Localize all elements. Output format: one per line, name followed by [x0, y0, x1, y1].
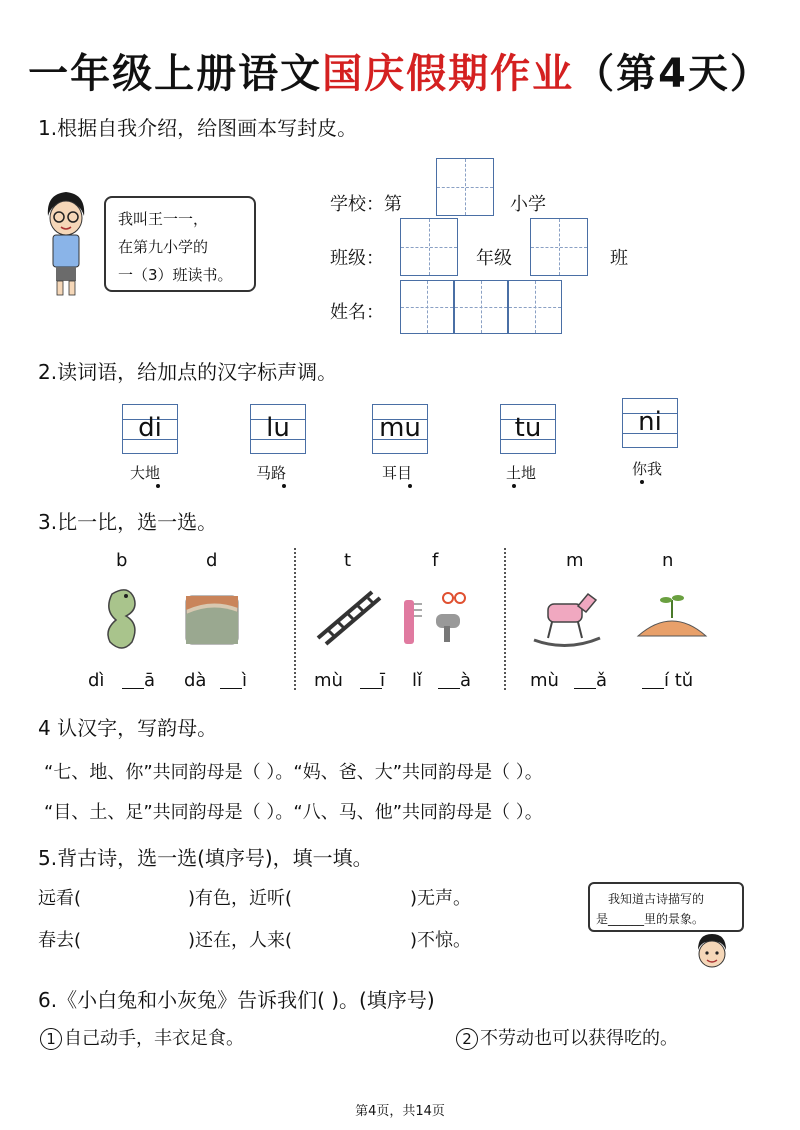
- word-2: 马路: [256, 464, 287, 482]
- q6-option-2: [456, 1024, 678, 1050]
- q5-bubble-line-2: 是______里的景象。: [596, 912, 705, 926]
- emphasis-dot-5: [640, 480, 644, 484]
- word-4: 土地: [506, 464, 537, 482]
- q3-g3-right-b: í tǔ: [664, 670, 694, 691]
- pinyin-box-3[interactable]: [372, 404, 428, 454]
- q6-heading: 6.《小白兔和小灰兔》告诉我们( )。(填序号): [38, 988, 435, 1012]
- pinyin-4: tu: [514, 413, 542, 443]
- q5-line2-b: )还在，人来(: [188, 930, 293, 951]
- q5-line2-a: 春去(: [38, 930, 82, 951]
- emphasis-dot-2: [282, 484, 286, 488]
- pinyin-box-4[interactable]: [500, 404, 556, 454]
- bubble-line-3: 一（3）班读书。: [118, 266, 233, 284]
- q3-g1-right-a: dà: [184, 670, 207, 691]
- q5-heading: 5.背古诗，选一选(填序号)，填一填。: [38, 846, 373, 870]
- ladder-icon: [314, 588, 382, 646]
- q3-g2-right-a: lǐ: [412, 670, 423, 691]
- q5-speech-bubble: [588, 882, 744, 932]
- divider-1: [294, 548, 296, 690]
- blank-5[interactable]: [574, 688, 596, 689]
- q4-heading: 4 认汉字，写韵母。: [38, 716, 218, 740]
- option-1-number: 1: [40, 1028, 62, 1050]
- class-box[interactable]: [530, 218, 588, 276]
- title-suffix: （第4天）: [574, 51, 772, 97]
- boy-illustration-icon: [40, 188, 92, 298]
- rocking-horse-icon: [530, 590, 604, 648]
- school-suffix: 小学: [510, 194, 546, 215]
- letter-f: f: [432, 550, 439, 571]
- option-2-number: 2: [456, 1028, 478, 1050]
- q3-g3-mid: ǎ: [596, 670, 608, 691]
- letter-b: b: [116, 550, 128, 571]
- grade-box[interactable]: [400, 218, 458, 276]
- name-box-1[interactable]: [400, 280, 454, 334]
- q5-bubble-line-1: 我知道古诗描写的: [608, 892, 705, 906]
- page-footer: 第4页，共14页: [355, 1104, 445, 1119]
- bubble-line-2: 在第九小学的: [118, 238, 209, 256]
- q5-line1-a: 远看(: [38, 888, 82, 909]
- q1-heading: 1.根据自我介绍，给图画本写封皮。: [38, 116, 358, 140]
- q5-line2-c: )不惊。: [410, 930, 472, 951]
- school-number-box[interactable]: [436, 158, 494, 216]
- q4-line-2: “目、土、足”共同韵母是（ ）。“八、马、他”共同韵母是（ ）。: [44, 802, 543, 823]
- emphasis-dot-4: [512, 484, 516, 488]
- name-box-3[interactable]: [508, 280, 562, 334]
- page-title: [0, 42, 800, 99]
- blank-4[interactable]: [438, 688, 460, 689]
- comb-hairdryer-scissors-icon: [400, 590, 470, 646]
- pinyin-3: mu: [379, 413, 421, 443]
- letter-d: d: [206, 550, 218, 571]
- q4-line-1: “七、地、你”共同韵母是（ ）。“妈、爸、大”共同韵母是（ ）。: [44, 762, 543, 783]
- dinosaur-icon: [98, 584, 146, 654]
- letter-n: n: [662, 550, 674, 571]
- q5-line1-c: )无声。: [410, 888, 472, 909]
- land-block-icon: [184, 594, 240, 646]
- blank-6[interactable]: [642, 688, 664, 689]
- blank-1[interactable]: [122, 688, 144, 689]
- bubble-line-1: 我叫王一一，: [118, 210, 209, 228]
- q3-g3-left: mù: [530, 670, 559, 691]
- q3-g2-right-b: à: [460, 670, 472, 691]
- q2-heading: 2.读词语，给加点的汉字标声调。: [38, 360, 338, 384]
- divider-2: [504, 548, 506, 690]
- pinyin-box-2[interactable]: [250, 404, 306, 454]
- option-1-text: 自己动手，丰衣足食。: [64, 1028, 244, 1049]
- q3-g1-left: dì: [88, 670, 105, 691]
- q3-g2-mid: ī: [380, 670, 386, 691]
- emphasis-dot-3: [408, 484, 412, 488]
- name-box-2[interactable]: [454, 280, 508, 334]
- option-2-text: 不劳动也可以获得吃的。: [480, 1028, 678, 1049]
- title-black: 一年级上册语文: [28, 51, 323, 97]
- pinyin-box-5[interactable]: [622, 398, 678, 448]
- q6-option-1: [40, 1024, 244, 1050]
- soil-sprout-icon: [634, 590, 710, 640]
- emphasis-dot-1: [156, 484, 160, 488]
- q5-line1-b: )有色，近听(: [188, 888, 293, 909]
- letter-m: m: [566, 550, 584, 571]
- q3-g1-right-b: ì: [242, 670, 248, 691]
- letter-t: t: [344, 550, 352, 571]
- school-label: 学校：第: [330, 194, 402, 215]
- pinyin-1: di: [138, 413, 162, 443]
- word-1: 大地: [130, 464, 161, 482]
- word-5: 你我: [632, 460, 663, 478]
- q3-g1-mid: ā: [144, 670, 156, 691]
- word-3: 耳目: [382, 464, 413, 482]
- blank-2[interactable]: [220, 688, 242, 689]
- q3-heading: 3.比一比，选一选。: [38, 510, 218, 534]
- intro-speech-bubble: [104, 196, 256, 292]
- q3-g2-left: mù: [314, 670, 343, 691]
- class-suffix: 班: [610, 248, 628, 269]
- class-label: 班级：: [330, 248, 384, 269]
- pinyin-box-1[interactable]: [122, 404, 178, 454]
- grade-label: 年级: [476, 248, 512, 269]
- title-red: 国庆假期作业: [322, 51, 575, 97]
- child-face-icon: [692, 932, 732, 972]
- pinyin-2: lu: [266, 413, 290, 443]
- blank-3[interactable]: [360, 688, 382, 689]
- name-label: 姓名：: [330, 302, 384, 323]
- pinyin-5: ni: [638, 407, 662, 437]
